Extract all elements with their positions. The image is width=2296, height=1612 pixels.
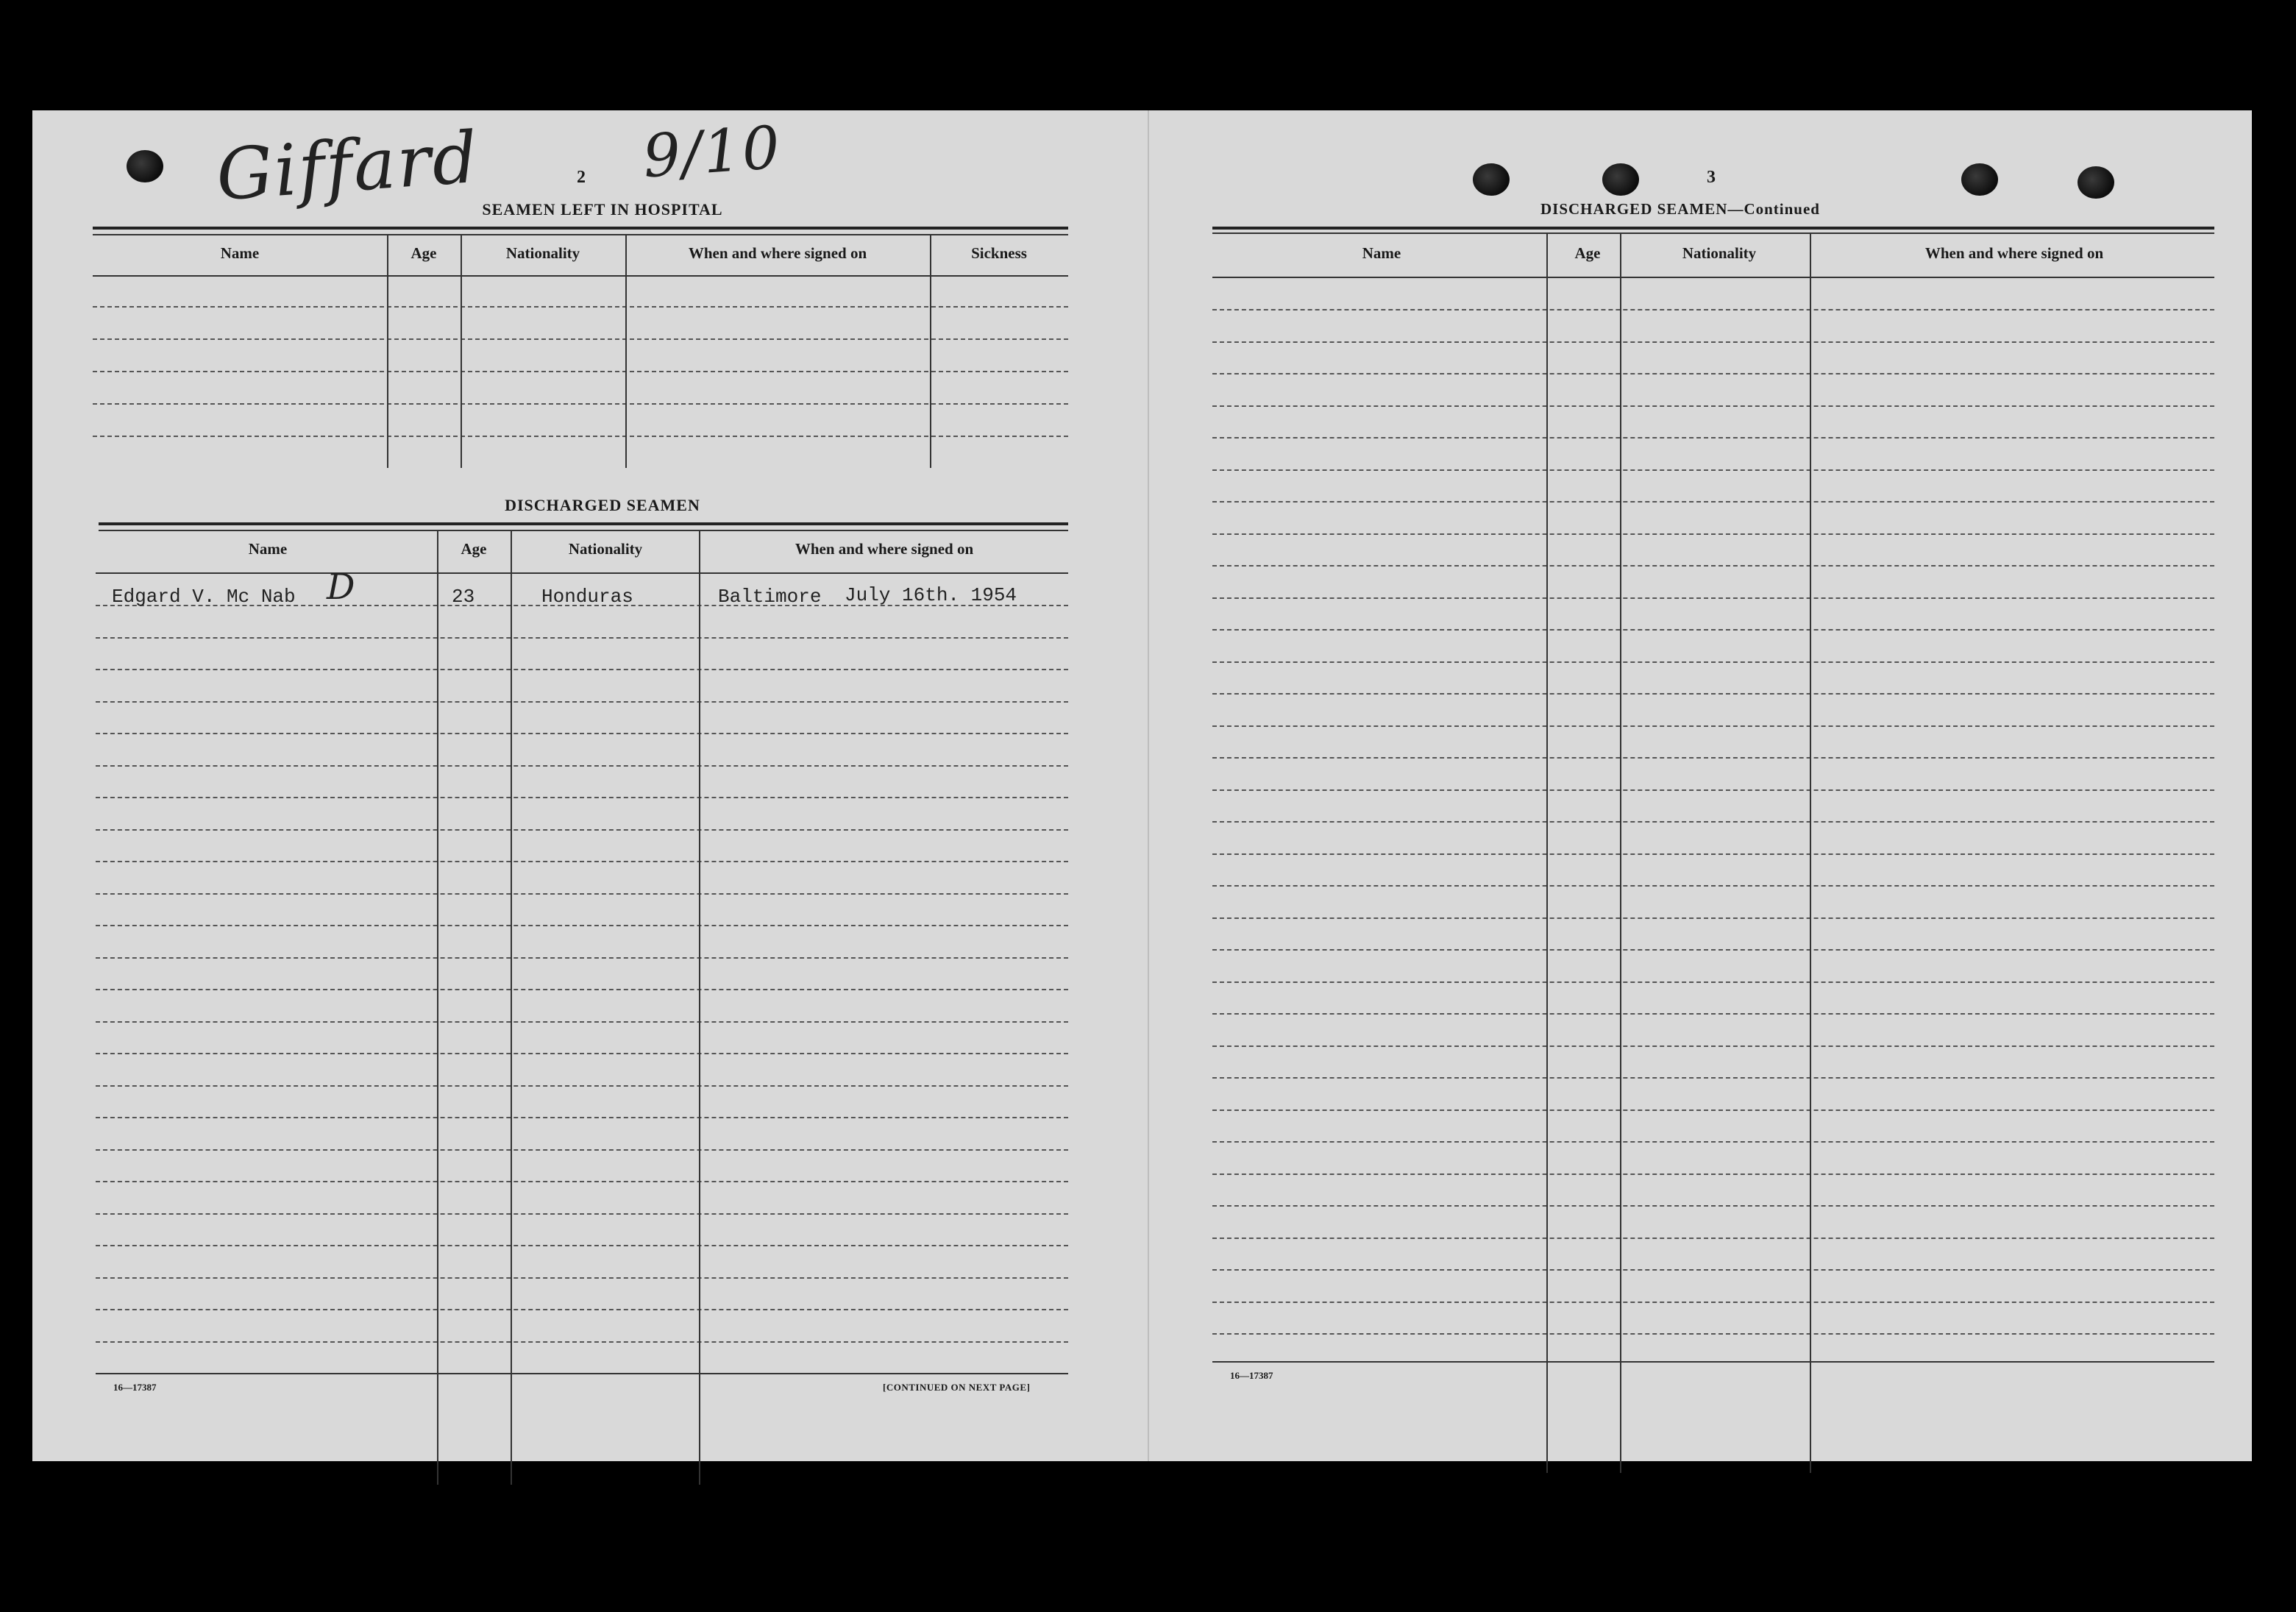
ruled-line xyxy=(96,1149,1068,1151)
center-fold xyxy=(1148,110,1149,1461)
seaman-age: 23 xyxy=(452,586,475,608)
ruled-line xyxy=(1212,693,2214,695)
ruled-line xyxy=(1212,1205,2214,1207)
ruled-line xyxy=(1212,629,2214,631)
punch-hole xyxy=(1602,163,1639,196)
seaman-signed-on-date: July 16th. 1954 xyxy=(845,584,1017,606)
hospital-section-title: SEAMEN LEFT IN HOSPITAL xyxy=(482,200,723,219)
ruled-line xyxy=(96,637,1068,639)
ruled-line xyxy=(96,1021,1068,1023)
ruled-line xyxy=(1212,1333,2214,1335)
punch-hole xyxy=(2078,166,2114,199)
seaman-nationality: Honduras xyxy=(541,586,633,608)
ruled-line xyxy=(1212,469,2214,471)
ruled-line xyxy=(1212,949,2214,951)
ruled-line xyxy=(96,1341,1068,1343)
ruled-line xyxy=(96,1085,1068,1087)
ruled-line xyxy=(96,1053,1068,1054)
ruled-line xyxy=(1212,1109,2214,1111)
continued-note: [CONTINUED ON NEXT PAGE] xyxy=(883,1382,1031,1393)
ruled-line xyxy=(96,701,1068,703)
ruled-line xyxy=(96,1245,1068,1246)
hospital-header-sickness: Sickness xyxy=(971,244,1027,262)
ruled-line xyxy=(96,893,1068,895)
hospital-header-nationality: Nationality xyxy=(505,244,580,262)
seaman-name: Edgard V. Mc Nab xyxy=(112,586,296,608)
hospital-header-name: Name xyxy=(220,244,260,262)
ruled-line xyxy=(96,797,1068,798)
handwritten-date: 9/10 xyxy=(640,113,783,191)
punch-hole xyxy=(127,150,163,182)
ruled-line xyxy=(96,733,1068,734)
ruled-line xyxy=(1212,757,2214,759)
ruled-line xyxy=(1212,1238,2214,1239)
ruled-line xyxy=(96,1277,1068,1279)
ruled-line xyxy=(96,957,1068,959)
right-header-name: Name xyxy=(1362,244,1401,262)
ruled-line xyxy=(96,765,1068,767)
ruled-line xyxy=(1212,661,2214,663)
page-number-left: 2 xyxy=(577,168,586,187)
ruled-line xyxy=(96,1213,1068,1215)
ruled-line xyxy=(1212,1045,2214,1047)
form-number-right: 16—17387 xyxy=(1230,1370,1273,1381)
ruled-line xyxy=(1212,1269,2214,1271)
ruled-line xyxy=(1212,725,2214,727)
ruled-line xyxy=(1212,373,2214,374)
ruled-line xyxy=(1212,1077,2214,1079)
handwritten-ship-name: Giffard xyxy=(213,116,482,217)
ruled-line xyxy=(96,989,1068,990)
form-number-left: 16—17387 xyxy=(113,1382,157,1393)
right-header-signed-on: When and where signed on xyxy=(1924,244,2104,262)
ruled-line xyxy=(1212,885,2214,887)
ruled-line xyxy=(1212,501,2214,503)
ruled-line xyxy=(96,829,1068,831)
ruled-line xyxy=(1212,789,2214,791)
hospital-header-signed-on: When and where signed on xyxy=(688,244,867,262)
handwritten-mark: D xyxy=(327,567,355,608)
ruled-line xyxy=(96,669,1068,670)
discharged-header-age: Age xyxy=(461,540,487,558)
right-header-age: Age xyxy=(1574,244,1601,262)
punch-hole xyxy=(1473,163,1510,196)
page-number-right: 3 xyxy=(1707,168,1716,187)
discharged-header-signed-on: When and where signed on xyxy=(795,540,974,558)
ruled-line xyxy=(96,925,1068,926)
discharged-section-title: DISCHARGED SEAMEN xyxy=(505,496,700,514)
ruled-line xyxy=(1212,821,2214,823)
ruled-line xyxy=(1212,341,2214,343)
discharged-header-name: Name xyxy=(248,540,288,558)
ruled-line xyxy=(1212,1302,2214,1303)
ruled-line xyxy=(1212,1174,2214,1175)
ruled-line xyxy=(96,1181,1068,1182)
ruled-line xyxy=(96,1117,1068,1118)
ruled-line xyxy=(96,1309,1068,1310)
ruled-line xyxy=(1212,597,2214,599)
ruled-line xyxy=(1212,533,2214,535)
hospital-header-age: Age xyxy=(410,244,437,262)
discharged-continued-title: DISCHARGED SEAMEN—Continued xyxy=(1540,200,1820,218)
ruled-line xyxy=(1212,565,2214,567)
discharged-header-nationality: Nationality xyxy=(568,540,643,558)
ruled-line xyxy=(1212,853,2214,855)
ruled-line xyxy=(1212,917,2214,919)
ruled-line xyxy=(1212,1013,2214,1015)
ruled-line xyxy=(1212,981,2214,983)
punch-hole xyxy=(1961,163,1998,196)
right-header-nationality: Nationality xyxy=(1682,244,1757,262)
ruled-line xyxy=(1212,1141,2214,1143)
ruled-line xyxy=(1212,309,2214,310)
ruled-line xyxy=(1212,405,2214,407)
ruled-line xyxy=(1212,437,2214,438)
seaman-signed-on-place: Baltimore xyxy=(718,586,822,608)
document-sheet xyxy=(32,110,2252,1461)
ruled-line xyxy=(96,861,1068,862)
